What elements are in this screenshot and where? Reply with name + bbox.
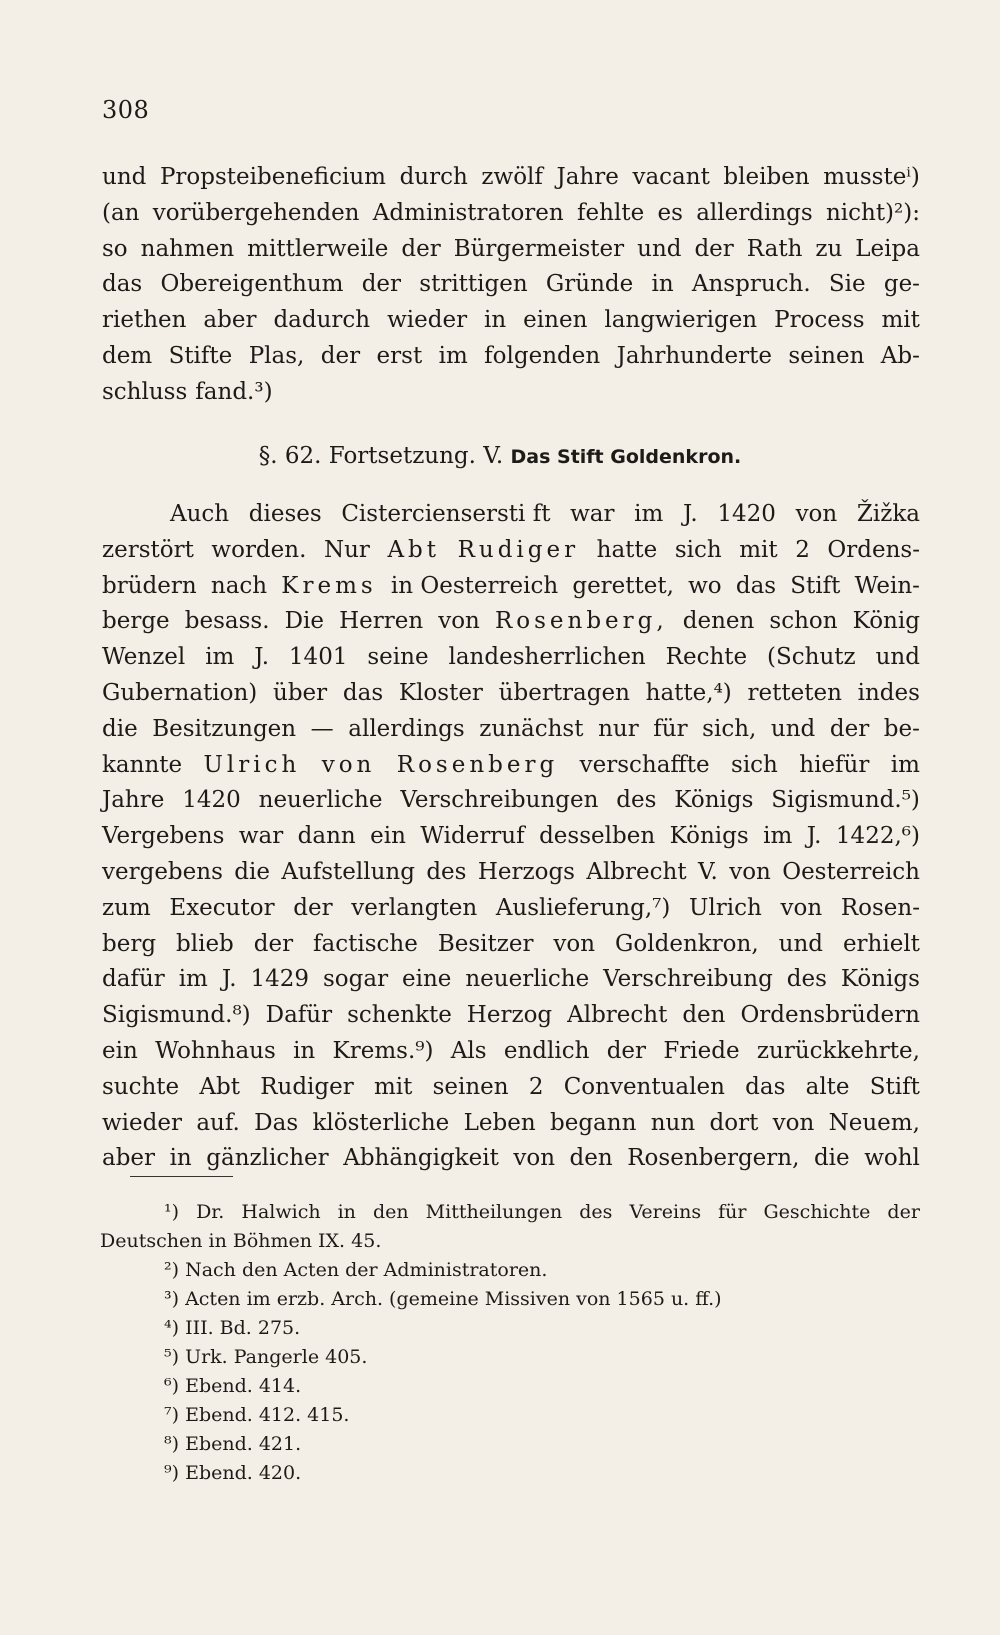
word: dieses [248, 501, 322, 527]
word: besass. [184, 608, 270, 635]
word: der [293, 894, 333, 921]
word: mit [881, 307, 920, 334]
text-line [102, 375, 920, 411]
word: nahmen [140, 235, 235, 262]
word: und [770, 715, 816, 742]
word: begann [549, 1109, 637, 1136]
word: J. [806, 823, 822, 850]
paragraph-goldenkron [102, 497, 920, 1177]
word: der [887, 1201, 920, 1223]
word: Verschreibung [603, 966, 773, 993]
word: ein [102, 1037, 138, 1064]
word: bleiben [723, 164, 810, 190]
word: Žižka [856, 501, 920, 527]
word: Rosen- [840, 894, 920, 921]
word: in [169, 1145, 192, 1172]
word: erhielt [842, 930, 920, 957]
word: Nur [323, 536, 370, 563]
word: Obereigenthum [160, 271, 344, 298]
word: suchte [102, 1073, 180, 1100]
word: nicht)²): [825, 199, 920, 226]
word: Bürgermeister [453, 235, 625, 262]
word: Besitzer [437, 930, 534, 957]
footnote-1 [100, 1198, 920, 1227]
footnote-2: ²) Nach den Acten der Administratoren. [164, 1259, 548, 1281]
word: durch [399, 164, 468, 190]
text-line [102, 303, 920, 339]
word: übertragen [498, 679, 630, 706]
word: von [553, 930, 596, 957]
word: Wein- [854, 572, 920, 599]
word: die [234, 858, 270, 885]
word: Auslieferung,⁷) [495, 894, 671, 921]
word: die [102, 715, 138, 742]
word: Stift [790, 572, 841, 599]
footnote-5: ⁵) Urk. Pangerle 405. [164, 1346, 368, 1368]
text-line [102, 339, 920, 375]
word: von [513, 1145, 556, 1172]
word: der [829, 715, 870, 742]
word: hatte [596, 536, 658, 563]
word: Sigismund.⁸) [102, 1002, 251, 1029]
text-line [102, 676, 920, 712]
word: neuerliche [465, 966, 590, 993]
word: und [637, 235, 682, 262]
word: Geschichte [763, 1201, 871, 1223]
word: Aufstellung [281, 858, 415, 885]
word: kannte [102, 751, 183, 778]
word: berg [102, 930, 157, 957]
word: von [321, 751, 376, 778]
word: die [813, 1145, 850, 1172]
text-line [102, 604, 920, 640]
word: dort [709, 1109, 759, 1136]
text-line [102, 232, 920, 268]
word: indes [857, 679, 920, 706]
word: von [780, 894, 823, 921]
word: der [606, 1037, 647, 1064]
word: des [786, 966, 827, 993]
word: der [361, 271, 402, 298]
word: Halwich [241, 1201, 321, 1223]
word: 1401 [288, 644, 348, 671]
page-number: 308 [102, 96, 150, 124]
word: landesherrlichen [448, 644, 646, 671]
word: langwierigen [604, 307, 758, 334]
word: von [772, 1109, 815, 1136]
word: mit [373, 1073, 413, 1100]
word: für [718, 1201, 747, 1223]
word: Neuem, [828, 1109, 920, 1136]
text-line [102, 160, 920, 196]
word: fand.³) [195, 378, 273, 405]
word: folgenden [484, 342, 601, 369]
word: 2 [528, 1073, 544, 1100]
word: in [337, 1201, 356, 1223]
word: ge- [883, 271, 920, 298]
word: Jahre [556, 164, 619, 190]
word: Ordensbrüdern [740, 1002, 920, 1029]
word: alte [805, 1073, 850, 1100]
footnote-8: ⁸) Ebend. 421. [164, 1433, 302, 1455]
word: so [102, 235, 128, 262]
word: Königs [840, 966, 920, 993]
word: in Oesterreich [390, 572, 559, 599]
word: Abt [387, 536, 441, 563]
text-line [102, 855, 920, 891]
word: von [729, 858, 771, 885]
word: in [484, 307, 507, 334]
word: Dr. [196, 1201, 225, 1223]
word: Sie [828, 271, 866, 298]
word: zunächst [479, 715, 584, 742]
word: allerdings [348, 715, 465, 742]
word: über [273, 679, 328, 706]
word: Wenzel [102, 644, 186, 671]
text-line [102, 533, 920, 569]
word: Ulrich [689, 894, 762, 921]
section-label: §. 62. Fortsetzung. V. [258, 443, 504, 469]
word: das [745, 1073, 786, 1100]
word: und [875, 644, 920, 671]
word: Besitzungen [152, 715, 297, 742]
word: Abt [199, 1073, 240, 1100]
word: Ulrich [203, 751, 301, 778]
section-title: Das Stift Goldenkron. [510, 446, 742, 468]
word: seine [367, 644, 429, 671]
word: retteten [747, 679, 842, 706]
word: mit [739, 536, 778, 563]
word: im [763, 823, 793, 850]
text-line [102, 819, 920, 855]
word: Abhängigkeit [343, 1145, 499, 1172]
word: Cisterciensersti ft [341, 501, 551, 527]
word: wieder [387, 307, 468, 334]
word: Administratoren [372, 199, 564, 226]
word: sich, [702, 715, 757, 742]
word: im [178, 966, 208, 993]
word: seinen [788, 342, 865, 369]
word: und [102, 164, 147, 190]
word: J. [682, 501, 698, 527]
footnote-1-continued: Deutschen in Böhmen IX. 45. [100, 1230, 382, 1252]
word: Goldenkron, [615, 930, 759, 957]
word: den [569, 1145, 613, 1172]
word: factische [313, 930, 418, 957]
word: Leben [463, 1109, 536, 1136]
word: V. [697, 858, 718, 885]
paragraph-continuation [102, 160, 920, 411]
word: 1429 [250, 966, 310, 993]
word: den [372, 1201, 409, 1223]
footnotes [100, 1198, 920, 1488]
word: sich [674, 536, 722, 563]
word: Albrecht [586, 858, 687, 885]
word: erst [376, 342, 423, 369]
word: für [653, 715, 688, 742]
word: Stifte [168, 342, 233, 369]
word: Die [284, 608, 324, 635]
word: aber [102, 1145, 156, 1172]
word: schluss [102, 378, 188, 405]
word: wohl [864, 1145, 920, 1172]
word: im [890, 751, 920, 778]
word: dem [102, 342, 153, 369]
word: Widerruf [420, 823, 525, 850]
word: Königs [674, 787, 754, 814]
word: Vergebens [102, 823, 225, 850]
word: ¹) [164, 1201, 180, 1223]
word: 1420 [717, 501, 776, 527]
word: Wohnhaus [155, 1037, 276, 1064]
word: gänzlicher [206, 1145, 329, 1172]
word: klösterliche [312, 1109, 450, 1136]
word: gerettet, [572, 572, 674, 599]
word: hiefür [799, 751, 870, 778]
word: zerstört [102, 536, 194, 563]
word: allerdings [696, 199, 813, 226]
word: vergebens [102, 858, 223, 885]
text-line [102, 1141, 920, 1177]
word: Executor [169, 894, 275, 921]
word: Rath [746, 235, 803, 262]
word: Anspruch. [691, 271, 811, 298]
word: war [570, 501, 615, 527]
word: Krems [281, 572, 377, 599]
word: sogar [322, 966, 389, 993]
word: Process [774, 307, 865, 334]
footnote-9: ⁹) Ebend. 420. [164, 1462, 302, 1484]
word: zurückkehrte, [756, 1037, 920, 1064]
word: Oesterreich [782, 858, 920, 885]
word: worden. [211, 536, 307, 563]
word: sich [731, 751, 778, 778]
word: Ab- [880, 342, 920, 369]
word: 2 [795, 536, 810, 563]
text-line [102, 640, 920, 676]
word: neuerliche [258, 787, 383, 814]
word: verlangten [351, 894, 478, 921]
word: Jahrhunderte [616, 342, 772, 369]
word: (an [102, 199, 140, 226]
word: seinen [432, 1073, 509, 1100]
text-line [102, 748, 920, 784]
word: berge [102, 608, 170, 635]
text-line [102, 196, 920, 232]
word: denen [682, 608, 755, 635]
word: Conventualen [563, 1073, 725, 1100]
word: auf. [196, 1109, 240, 1136]
word: nun [650, 1109, 696, 1136]
word: Propsteibeneficium [159, 164, 386, 190]
text-line [102, 569, 920, 605]
word: endlich [503, 1037, 590, 1064]
word: Krems.⁹) [332, 1037, 434, 1064]
text-line [102, 267, 920, 303]
word: aber [203, 307, 257, 334]
word: J. [221, 966, 237, 993]
word: be- [883, 715, 920, 742]
word: in [651, 271, 674, 298]
word: Ordens- [827, 536, 920, 563]
text-line [102, 712, 920, 748]
word: und [778, 930, 823, 957]
word: im [634, 501, 664, 527]
word: des [426, 858, 467, 885]
word: von [795, 501, 838, 527]
word: der [694, 235, 734, 262]
text-line [102, 1106, 920, 1142]
text-line [102, 1070, 920, 1106]
word: Herren [339, 608, 424, 635]
word: nach [210, 572, 268, 599]
word: zwölf [481, 164, 543, 190]
text-line [102, 962, 920, 998]
section-heading [0, 438, 1000, 475]
word: strittigen [419, 271, 528, 298]
word: dafür [102, 966, 165, 993]
word: des [616, 787, 657, 814]
word: ein [370, 823, 406, 850]
word: — [310, 715, 334, 742]
word: war [238, 823, 284, 850]
word: Rosenberg, [494, 608, 668, 635]
word: Verschreibungen [400, 787, 599, 814]
word: Das [254, 1109, 299, 1136]
word: dann [297, 823, 356, 850]
word: Auch [170, 501, 230, 527]
word: hatte,⁴) [645, 679, 732, 706]
word: eine [402, 966, 452, 993]
word: J. [254, 644, 270, 671]
word: Herzogs [477, 858, 575, 885]
word: wo [688, 572, 722, 599]
word: das [735, 572, 777, 599]
word: Königs [669, 823, 749, 850]
footnote-separator [130, 1176, 233, 1177]
word: das [102, 271, 143, 298]
word: vorübergehenden [152, 199, 360, 226]
word: Mittheilungen [425, 1201, 563, 1223]
word: Rudiger [260, 1073, 354, 1100]
word: Jahre [102, 787, 165, 814]
text-line [102, 497, 920, 533]
word: zum [102, 894, 151, 921]
word: riethen [102, 307, 187, 334]
text-line [102, 927, 920, 963]
word: schon [769, 608, 838, 635]
word: schenkte [347, 1002, 452, 1029]
word: Leipa [855, 235, 920, 262]
footnote-3: ³) Acten im erzb. Arch. (gemeine Missiven von 1565 u. ff.) [164, 1288, 722, 1310]
word: Rudiger [457, 536, 580, 563]
word: in [293, 1037, 316, 1064]
word: Rechte [665, 644, 748, 671]
text-line [102, 1034, 920, 1070]
word: brüdern [102, 572, 197, 599]
word: der [320, 342, 361, 369]
word: Dafür [265, 1002, 333, 1029]
word: der [253, 930, 294, 957]
word: Gubernation) [102, 679, 258, 706]
word: einen [523, 307, 588, 334]
footnote-4: ⁴) III. Bd. 275. [164, 1317, 301, 1339]
word: von [438, 608, 480, 635]
word: mittlerweile [247, 235, 389, 262]
word: wieder [102, 1109, 182, 1136]
word: dadurch [273, 307, 371, 334]
word: des [579, 1201, 613, 1223]
word: 1420 [182, 787, 241, 814]
word: fehlte [577, 199, 645, 226]
word: Kloster [398, 679, 483, 706]
text-line [102, 783, 920, 819]
word: vacant [632, 164, 710, 190]
word: mussteⁱ) [823, 164, 920, 190]
word: es [657, 199, 683, 226]
word: das [342, 679, 384, 706]
text-line [102, 891, 920, 927]
word: Gründe [545, 271, 634, 298]
word: der [401, 235, 441, 262]
footnote-6: ⁶) Ebend. 414. [164, 1375, 302, 1397]
word: zu [815, 235, 843, 262]
word: Plas, [248, 342, 305, 369]
word: blieb [176, 930, 234, 957]
word: verschaffte [579, 751, 710, 778]
word: Rosenberg [396, 751, 559, 778]
word: Herzog [466, 1002, 553, 1029]
word: im [438, 342, 468, 369]
word: Vereins [629, 1201, 702, 1223]
word: Als [450, 1037, 487, 1064]
word: König [852, 608, 920, 635]
word: Sigismund.⁵) [771, 787, 920, 814]
word: Stift [869, 1073, 920, 1100]
word: desselben [539, 823, 656, 850]
word: im [205, 644, 235, 671]
word: nur [598, 715, 639, 742]
word: den [682, 1002, 726, 1029]
footnote-7: ⁷) Ebend. 412. 415. [164, 1404, 350, 1426]
word: Friede [663, 1037, 740, 1064]
word: Albrecht [567, 1002, 668, 1029]
word: Rosenbergern, [627, 1145, 800, 1172]
word: 1422,⁶) [835, 823, 920, 850]
word: (Schutz [767, 644, 856, 671]
text-line [102, 998, 920, 1034]
